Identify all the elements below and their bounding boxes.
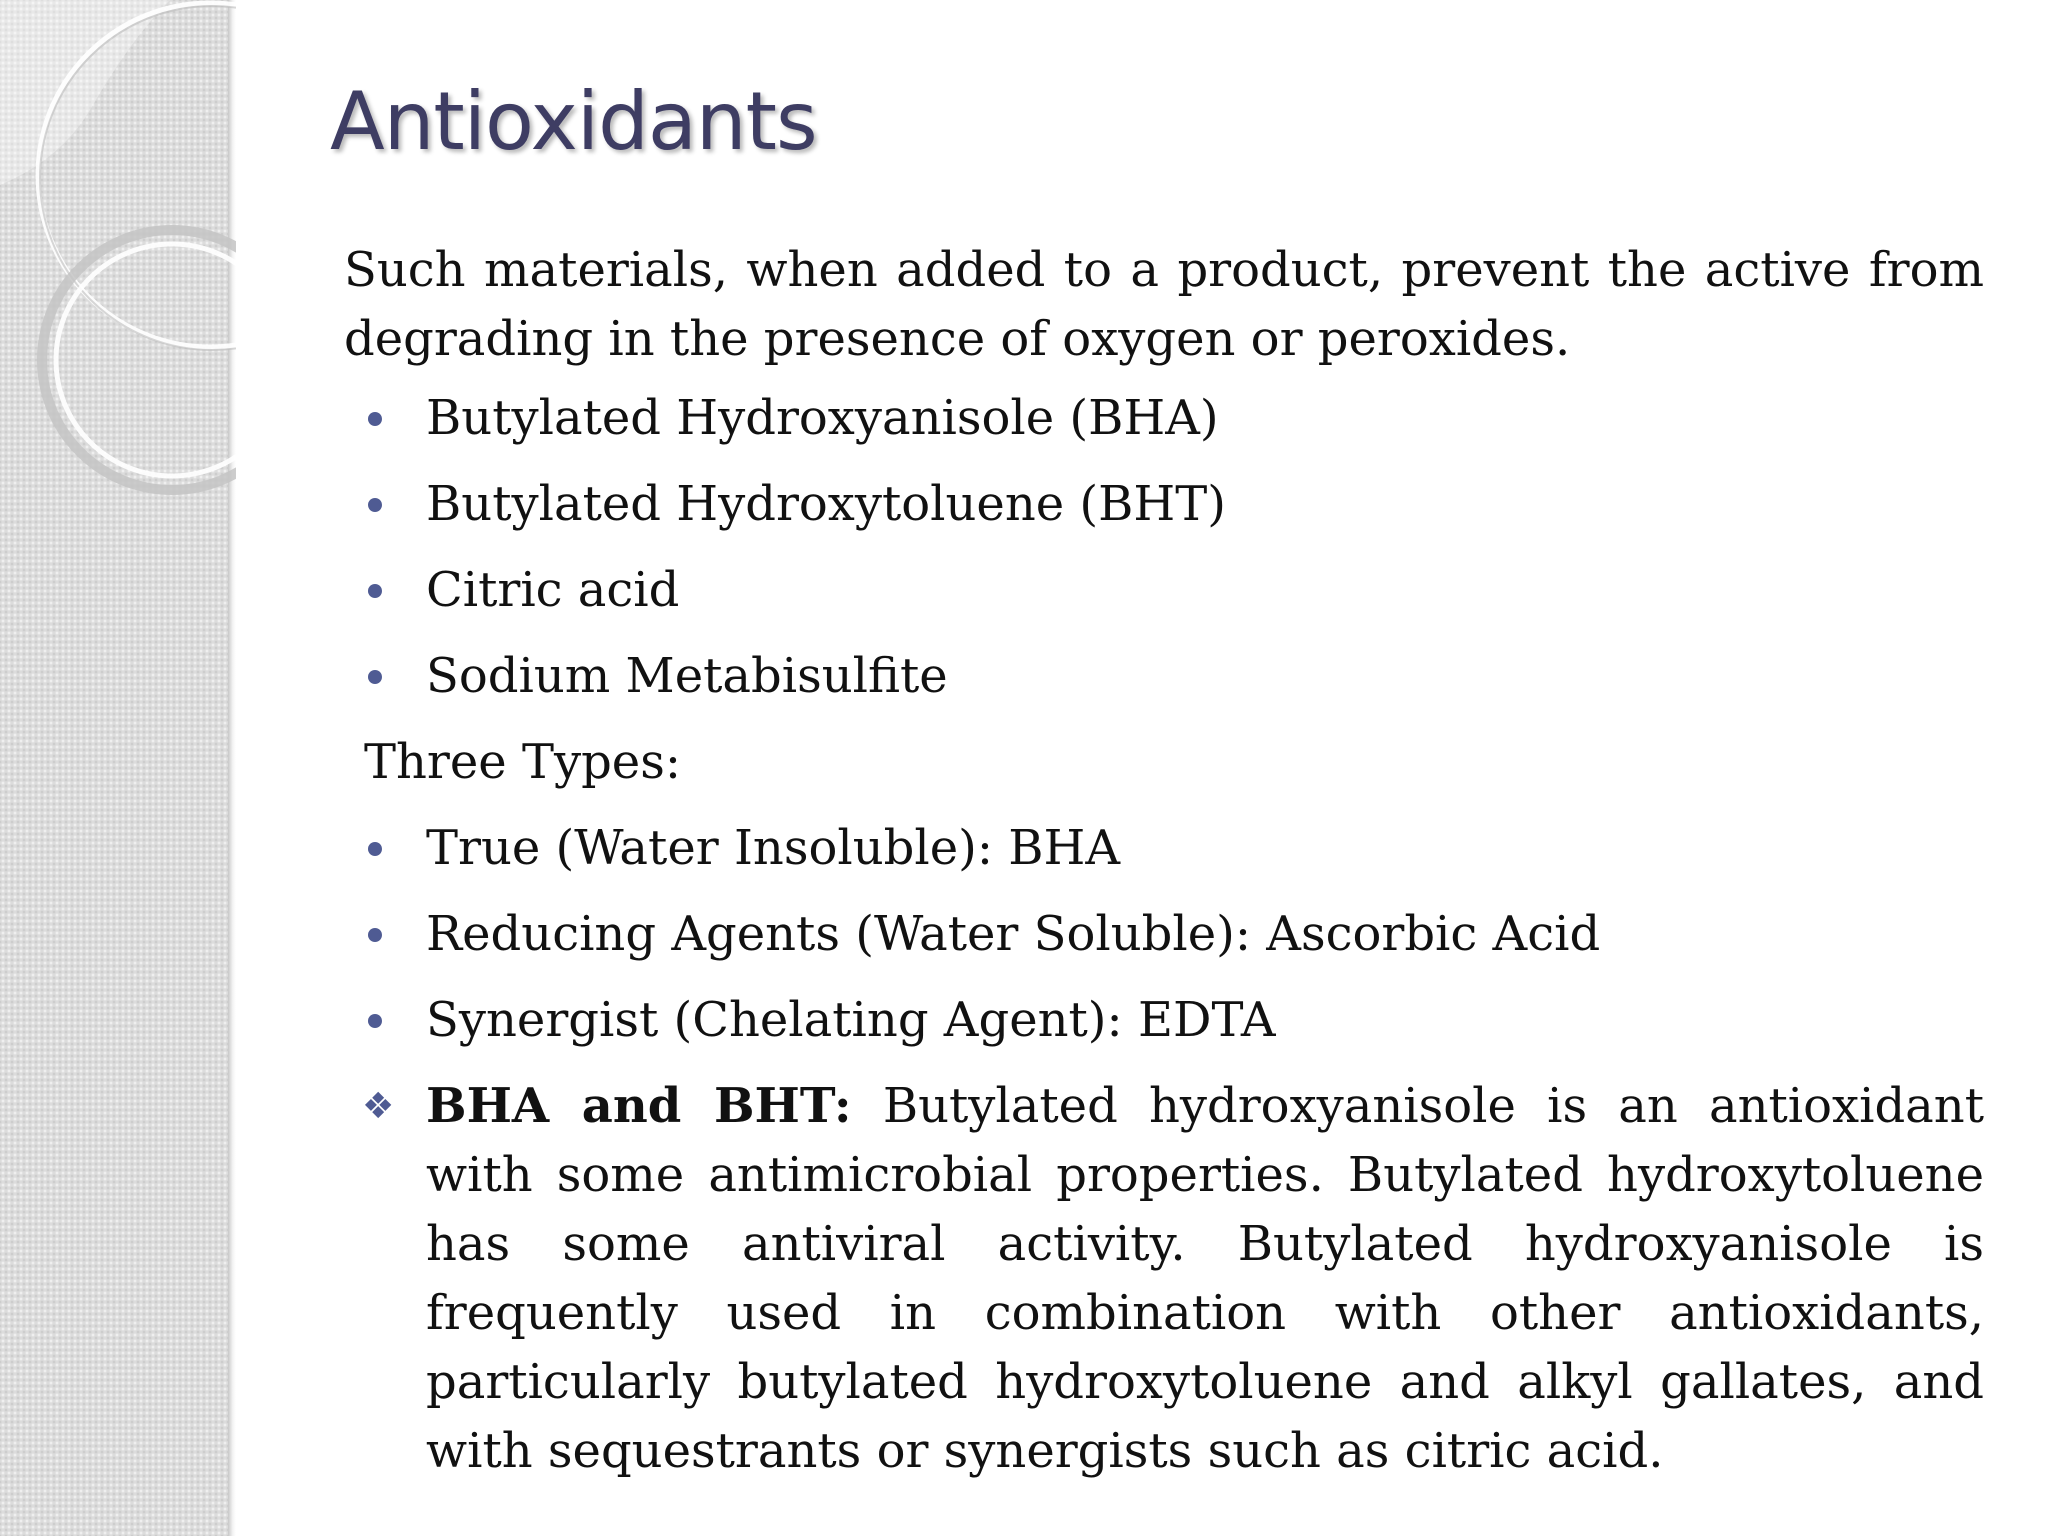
list-item [344, 986, 1984, 1055]
round-bullet-icon [368, 670, 382, 684]
list-item-text: Sodium Metabisulfite [426, 648, 948, 704]
slide-title: Antioxidants [330, 75, 817, 168]
round-bullet-icon [368, 1014, 382, 1028]
list-item [344, 384, 1984, 453]
corner-highlight-shape [0, 0, 170, 185]
ring-lower-outer [42, 230, 236, 490]
list-item-text: Citric acid [426, 562, 680, 618]
list-item-text: Butylated Hydroxytoluene (BHT) [426, 476, 1227, 532]
bha-bht-note [344, 1072, 1984, 1486]
round-bullet-icon [368, 584, 382, 598]
list-item [344, 556, 1984, 625]
list-item-text: Synergist (Chelating Agent): EDTA [426, 992, 1276, 1048]
example-list [344, 384, 1984, 711]
list-item-text: True (Water Insoluble): BHA [426, 820, 1121, 876]
list-item [344, 900, 1984, 969]
round-bullet-icon [368, 842, 382, 856]
list-item [344, 470, 1984, 539]
list-item [344, 814, 1984, 883]
slide-content [344, 236, 1984, 1486]
ring-lower-inner [56, 244, 236, 476]
concentric-rings-decoration [0, 0, 236, 500]
list-item [344, 642, 1984, 711]
note-label: BHA and BHT: [426, 1078, 852, 1134]
four-diamond-bullet-icon: ❖ [362, 1086, 395, 1127]
intro-paragraph: Such materials, when added to a product, prevent the active from degrading in the presence of oxygen or peroxides. [344, 242, 1984, 367]
list-item-text: Butylated Hydroxyanisole (BHA) [426, 390, 1219, 446]
round-bullet-icon [368, 928, 382, 942]
round-bullet-icon [368, 412, 382, 426]
types-list [344, 814, 1984, 1055]
note-text: Butylated hydroxyanisole is an antioxidant with some antimicrobial properties. Butylated hydroxytoluene has some antiviral activity. Butylated hydroxyanisole is frequently used in combination with other antioxidants, particularly butylated hydroxytoluene and alkyl gallates, and with sequestrants or synergists such as citric acid. [426, 1078, 1985, 1479]
round-bullet-icon [368, 498, 382, 512]
types-heading: Three Types: [364, 734, 682, 790]
list-item-text: Reducing Agents (Water Soluble): Ascorbic Acid [426, 906, 1601, 962]
